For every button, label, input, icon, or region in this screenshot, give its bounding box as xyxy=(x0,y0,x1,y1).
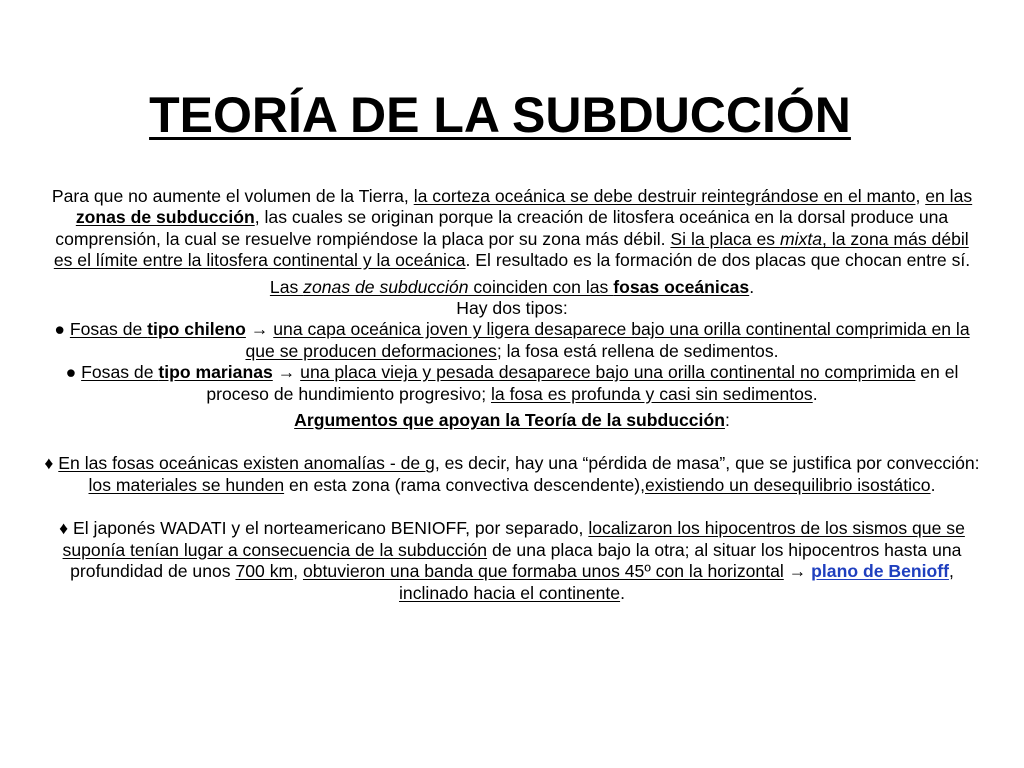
type-marianas-item xyxy=(44,362,980,405)
underlined-text: inclinado hacia el continente xyxy=(399,582,621,603)
text-span: en el proceso de hundimiento progresivo; xyxy=(206,362,959,404)
italic-text: zonas de subducción xyxy=(303,276,469,297)
types-intro: Hay dos tipos: xyxy=(456,298,568,319)
text-span: : xyxy=(724,410,730,431)
text-span: Para que no aumente el volumen de la Tierra, xyxy=(51,186,414,206)
underlined-text: los materiales se hunden xyxy=(88,474,285,495)
text-span: en esta zona (rama convectiva descendente), xyxy=(284,474,645,495)
underlined-text: 700 km xyxy=(235,561,294,582)
text-span: , xyxy=(915,186,926,206)
text-span: , las cuales se originan porque la creación de litosfera oceánica en la dorsal produce una comprensión, la cual se resuelve rompiéndose la placa por su zona más débil. xyxy=(55,207,949,249)
underlined-text: la fosa es profunda y casi sin sedimentos xyxy=(490,383,813,404)
underlined-text xyxy=(81,362,273,382)
text-span: Las xyxy=(269,276,304,297)
plano-de-benioff-link[interactable]: plano de Benioff xyxy=(811,561,949,582)
underlined-text: localizaron los hipocentros de los sismos que se suponía tenían lugar a consecuencia de la subducción xyxy=(62,518,965,560)
underlined-text: una capa oceánica joven y ligera desaparece bajo una orilla continental comprimida en la que se producen deformaciones xyxy=(245,319,970,361)
slide-body xyxy=(44,186,980,604)
arrow-text: → xyxy=(783,561,812,582)
text-span: , la zona más débil es el límite entre la litosfera continental y la oceánica xyxy=(53,228,969,271)
underlined-text: En las fosas oceánicas existen anomalías - de g xyxy=(58,453,435,474)
text-span: Fosas de xyxy=(69,319,148,340)
underlined-text: existiendo un desequilibrio isostático xyxy=(645,474,931,495)
underlined-text: la corteza oceánica se debe destruir reintegrándose en el manto xyxy=(413,186,916,206)
arrow-text: → xyxy=(245,319,274,340)
bullet-icon: ● xyxy=(54,319,70,340)
text-span: Fosas de xyxy=(81,362,159,383)
underlined-text: una placa vieja y pesada desaparece bajo una orilla continental no comprimida xyxy=(300,362,916,383)
underlined-text xyxy=(70,319,246,339)
arrow-text: → xyxy=(272,362,301,383)
bold-text: tipo chileno xyxy=(147,319,246,340)
bold-text: zonas de subducción xyxy=(75,207,255,228)
text-span: , xyxy=(293,561,303,582)
text-span: . El resultado es la formación de dos placas que chocan entre sí. xyxy=(465,250,971,271)
slide-title: TEORÍA DE LA SUBDUCCIÓN xyxy=(149,87,851,143)
text-span: . xyxy=(812,383,818,404)
text-span: , es decir, hay una “pérdida de masa”, que se justifica por convección: xyxy=(434,453,980,474)
text-span: de una placa bajo la otra; al situar los hipocentros hasta una profundidad de unos xyxy=(70,539,962,582)
argument-item-1 xyxy=(44,453,980,496)
diamond-bullet-icon: ♦ xyxy=(59,518,74,539)
text-span: El japonés WADATI y el norteamericano BENIOFF, por separado, xyxy=(73,518,589,539)
text-span: , xyxy=(948,561,954,582)
diamond-bullet-icon: ♦ xyxy=(44,453,59,474)
text-span: . xyxy=(749,276,755,297)
bullet-icon: ● xyxy=(65,362,82,383)
text-span: . xyxy=(930,474,936,495)
text-span: coinciden con las xyxy=(468,276,614,297)
italic-text: mixta xyxy=(779,228,823,249)
underlined-text: obtuvieron una banda que formaba unos 45º con la horizontal xyxy=(302,561,784,582)
arguments-heading xyxy=(44,410,980,431)
bold-text: tipo marianas xyxy=(158,362,273,383)
text-span: en las xyxy=(925,186,973,206)
bold-text: fosas oceánicas xyxy=(613,276,750,297)
heading-text: Argumentos que apoyan la Teoría de la subducción xyxy=(294,410,725,431)
intro-paragraph xyxy=(44,186,980,272)
fosas-paragraph xyxy=(44,277,980,298)
type-chileno-item xyxy=(44,319,980,362)
argument-item-2 xyxy=(44,518,980,604)
text-span: Si la placa es xyxy=(670,228,780,249)
text-span: ; la fosa está rellena de sedimentos. xyxy=(496,340,779,361)
underlined-text xyxy=(270,277,749,297)
text-span: . xyxy=(620,582,625,603)
